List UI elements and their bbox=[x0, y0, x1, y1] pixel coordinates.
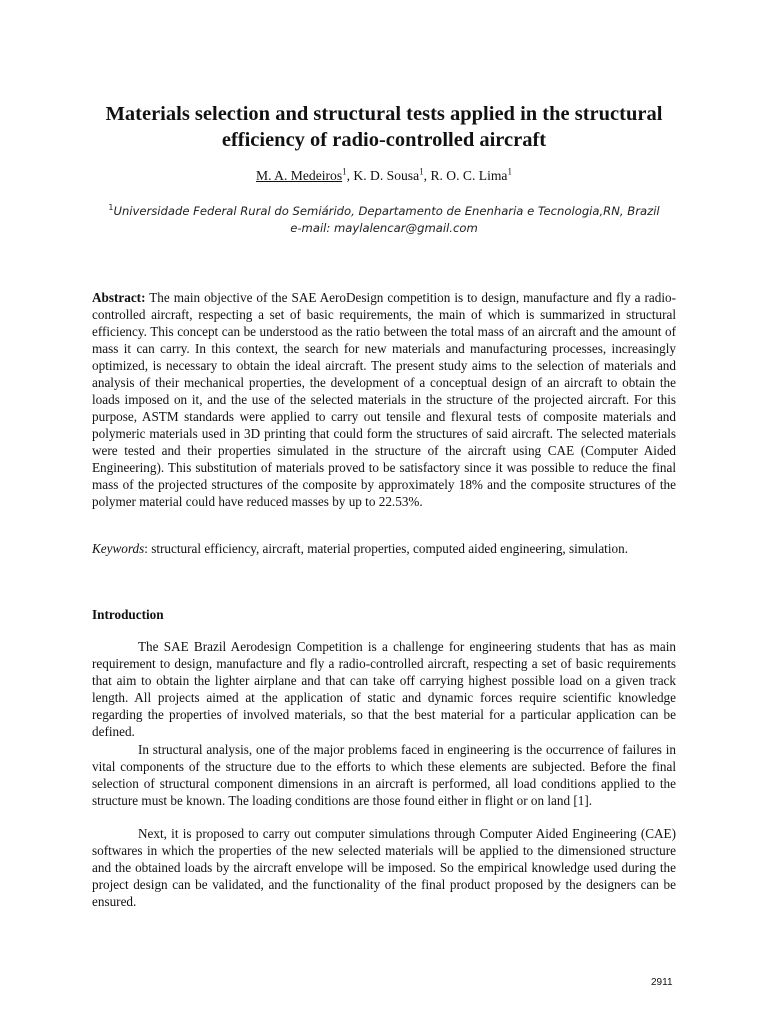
author-separator: , bbox=[423, 168, 431, 183]
author-email: e-mail: maylalencar@gmail.com bbox=[290, 221, 478, 235]
author-1 bbox=[256, 168, 353, 183]
introduction-heading: Introduction bbox=[92, 607, 164, 622]
introduction-paragraph: In structural analysis, one of the major problems faced in engineering is the occurrence of failures in vital components of the structure due to the efforts to which these elements are subjected. Before the final selection of structural component dimensions in an aircraft is performed, all load conditions applied to the structure must be known. The loading conditions are those found either in flight or on land [1]. bbox=[92, 742, 676, 808]
affiliation-text: Universidade Federal Rural do Semiárido, Departamento de Enenharia e Tecnologia,RN, Brazil bbox=[113, 204, 660, 218]
author-3 bbox=[430, 168, 512, 183]
page-number: 2911 bbox=[651, 977, 673, 988]
affiliation-sup: 1 bbox=[108, 203, 114, 213]
author-3-name: R. O. C. Lima bbox=[430, 168, 508, 183]
author-list bbox=[92, 167, 676, 185]
abstract bbox=[92, 289, 676, 510]
author-1-sup: 1 bbox=[342, 166, 347, 177]
keywords-label: Keywords bbox=[92, 541, 145, 556]
author-1-name: M. A. Medeiros bbox=[256, 168, 343, 183]
introduction-paragraph: The SAE Brazil Aerodesign Competition is a challenge for engineering students that has as main requirement to design, manufacture and fly a radio-controlled aircraft, respecting a set of basic requirements that aim to obtain the lighter airplane and that can take off carrying highest possible load on a given track length. All projects aimed at the application of static and dynamic forces require scientific knowledge regarding the properties of involved materials, so that the best material for a particular application can be defined. bbox=[92, 639, 676, 739]
author-2-sup: 1 bbox=[419, 166, 424, 177]
author-2-name: K. D. Sousa bbox=[353, 168, 420, 183]
author-3-sup: 1 bbox=[507, 166, 512, 177]
paper-title: Materials selection and structural tests applied in the structural efficiency of radio-controlled aircraft bbox=[105, 103, 663, 151]
abstract-text: The main objective of the SAE AeroDesign competition is to design, manufacture and fly a radio-controlled aircraft, respecting a set of basic requirements, the main of which is summarized in structural efficiency. This concept can be understood as the ratio between the total mass of an aircraft and the amount of mass it can carry. In this context, the search for new materials and manufacturing processes, increasingly optimized, is necessary to obtain the ideal aircraft. The present study aims to the selection of materials and analysis of their mechanical properties, the development of a conceptual design of an aircraft to obtain the loads imposed on it, and the use of the selected materials in the structure of the projected aircraft. For this purpose, ASTM standards were applied to carry out tensile and flexural tests of composite materials and polymeric materials used in 3D printing that could form the structures of said aircraft. The selected materials were tested and their properties simulated in the structure of the aircraft using CAE (Computer Aided Engineering). This substitution of materials proved to be satisfactory since it was possible to reduce the final mass of the projected structures of the composite by approximately 18% and the composite structures of the polymer material could have reduced masses by up to 22.53%. bbox=[92, 290, 677, 509]
introduction-paragraph: Next, it is proposed to carry out computer simulations through Computer Aided Engineering (CAE) softwares in which the properties of the new selected materials will be applied to the dimensioned structure and the obtained loads by the aircraft envelope will be imposed. So the empirical knowledge used during the project design can be validated, and the functionality of the final product proposed by the designers can be ensured. bbox=[92, 826, 676, 909]
keywords-text: : structural efficiency, aircraft, material properties, computed aided engineering, simulation. bbox=[144, 541, 628, 556]
author-2 bbox=[353, 168, 430, 183]
keywords bbox=[92, 540, 676, 557]
author-separator: , bbox=[346, 168, 354, 183]
abstract-label: Abstract: bbox=[92, 290, 146, 305]
affiliation bbox=[92, 203, 676, 237]
